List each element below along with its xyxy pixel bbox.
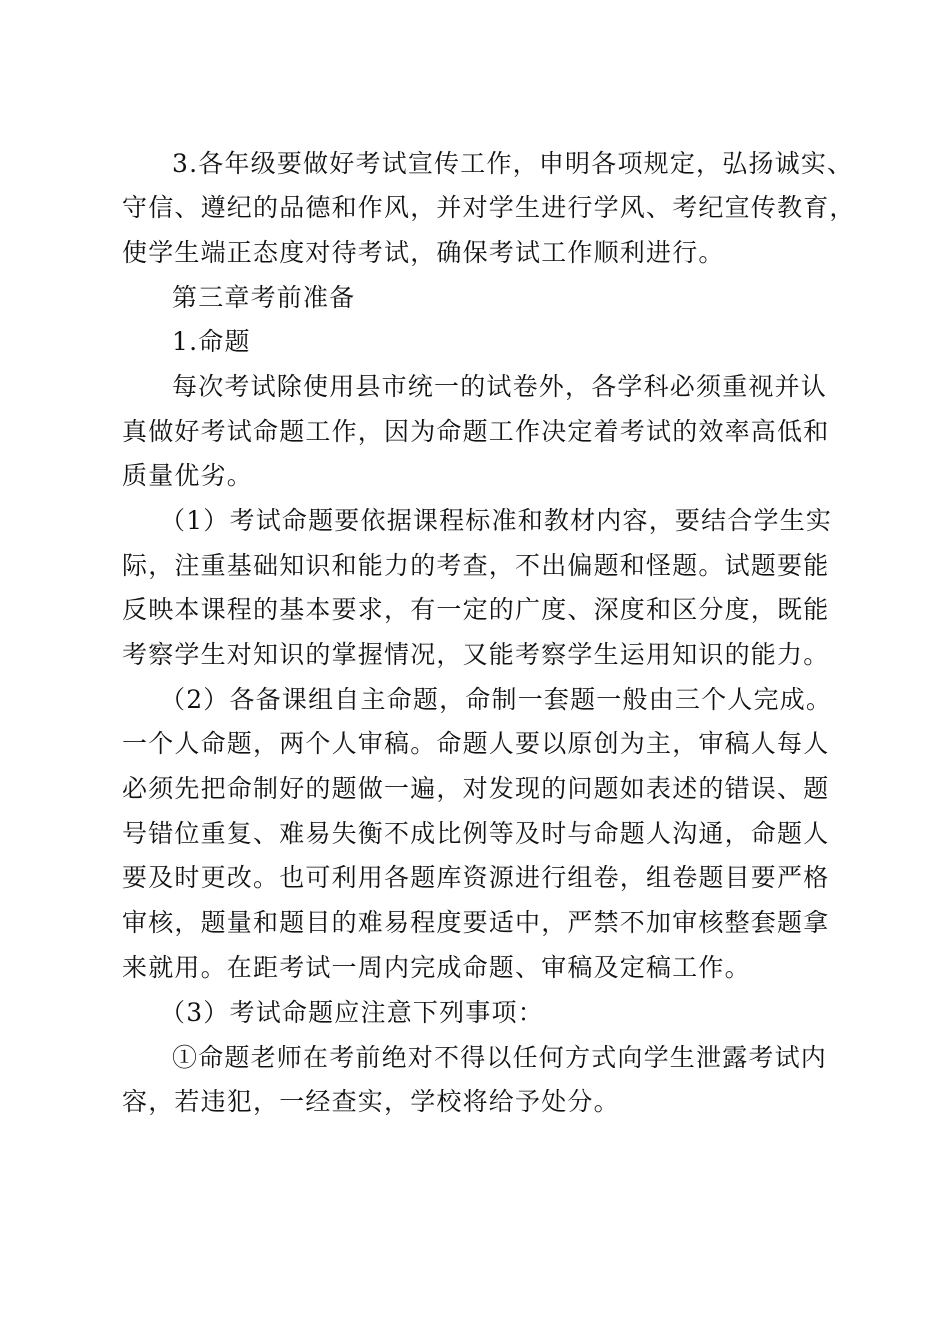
- paragraph-line: 质量优劣。: [122, 461, 254, 490]
- paragraph-line: 号错位重复、难易失衡不成比例等及时与命题人沟通，命题人: [122, 819, 830, 848]
- paragraph-line: 际，注重基础知识和能力的考查，不出偏题和怪题。试题要能: [122, 551, 830, 580]
- paragraph-line: 守信、遵纪的品德和作风，并对学生进行学风、考纪宣传教育，: [122, 193, 856, 222]
- paragraph-line: 使学生端正态度对待考试，确保考试工作顺利进行。: [122, 238, 725, 267]
- paragraph-line: 真做好考试命题工作，因为命题工作决定着考试的效率高低和: [122, 417, 830, 446]
- paragraph-line: 反映本课程的基本要求，有一定的广度、深度和区分度，既能: [122, 595, 830, 624]
- paragraph-line: 一个人命题，两个人审稿。命题人要以原创为主，审稿人每人: [122, 729, 830, 758]
- paragraph-line: 必须先把命制好的题做一遍，对发现的问题如表述的错误、题: [122, 774, 830, 803]
- chapter-heading: 第三章考前准备: [172, 283, 356, 312]
- paragraph-line: 3.各年级要做好考试宣传工作，申明各项规定，弘扬诚实、: [172, 149, 854, 178]
- paragraph-line: （1）考试命题要依据课程标准和教材内容，要结合学生实: [160, 506, 833, 535]
- paragraph-line: 每次考试除使用县市统一的试卷外，各学科必须重视并认: [172, 372, 828, 401]
- paragraph-line: （3）考试命题应注意下列事项：: [160, 998, 544, 1027]
- paragraph-line: （2）各备课组自主命题，命制一套题一般由三个人完成。: [160, 685, 833, 714]
- paragraph-line: 来就用。在距考试一周内完成命题、审稿及定稿工作。: [122, 953, 751, 982]
- paragraph-line: ①命题老师在考前绝对不得以任何方式向学生泄露考试内: [172, 1043, 828, 1072]
- paragraph-line: 审核，题量和题目的难易程度要适中，严禁不加审核整套题拿: [122, 908, 830, 937]
- paragraph-line: 要及时更改。也可利用各题库资源进行组卷，组卷题目要严格: [122, 863, 830, 892]
- paragraph-line: 容，若违犯，一经查实，学校将给予处分。: [122, 1087, 620, 1116]
- paragraph-line: 考察学生对知识的掌握情况，又能考察学生运用知识的能力。: [122, 640, 830, 669]
- section-heading: 1.命题: [172, 327, 251, 356]
